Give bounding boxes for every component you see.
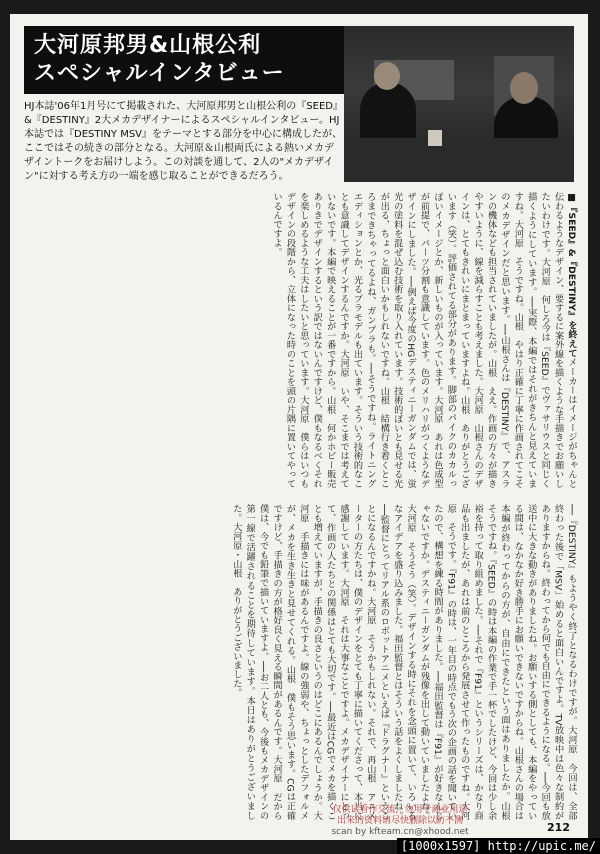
upper-col-right: メーカーはイメージがちゃんと伝わるようなデザイン、要するに案外線を描くような手描きでお願いしたいわけです。大河原 何しろ今は『SEED』でヴァサリウスと同じく描くようにしています。──実際、本編ではそれがきちんと見えていますね。大河原 そうですね。山根 やはり正確に丁寧に作画されてこそのメカデザインだと思います。──山根さんは『DESTINY』で、アスランの機体なども担当されていましたが。山根 ええ。作画の方々が描きやすいように、線を減らすことも考えました。大河原 山根さんのデザインは、とてもきれいにまとまっていますよね。山根 ありがとうございます（笑）。 — [445, 192, 577, 488]
photo-table — [344, 138, 574, 182]
section-heading: ■『SEED』&『DESTINY』を終えて — [566, 192, 577, 358]
photo-person-left — [360, 82, 416, 142]
lead-paragraph — [24, 100, 342, 184]
photo-cup — [428, 130, 442, 146]
photo-head-left — [374, 62, 400, 90]
magazine-page — [10, 14, 588, 840]
interview-photo — [344, 26, 574, 182]
credit-line-1: 仅供试看作交流，勿用于商业用途 — [332, 805, 468, 815]
upic-watermark[interactable]: [1000x1597] http://upic.me/ — [397, 838, 600, 854]
credit-line-2: 出来的资料请尽快删除以防不测 — [336, 816, 463, 826]
lower-col-top: ──『DESTINY』もようやく終了となるわけですが。大河原 今回は、全部終わった後で「MSV」始めると面白いんですよ。TV放映中は色々な制約がありますからね。終わってから何でも自由にできるようになる。──今回も放送中に大きな動きがありましたね。お願いする側としても、本編をやっている間は、なかなか好き勝手にお願いできないですからね。山根さんの場合は本編が終わってからの方が、自由にできたという面はありましたか。山根 そうですね。『SEED』の時は本編の作業で手一杯でしたけど、今回は少し余裕を持って取り組めました。──それで『F91』というシリーズは、かなり商品も出ましたが、あれは前のところから発展させて作ったものですね。大河原 そうです。『F91』の時は、一年目の時点でもう次の企画の話を聞いていたので、構想を練る時間がありました。──福田監督は『F91』が好きなんじゃないですか。デスティニーガンダムが残像を出して動いていましたよね。大河原 そうそう（笑）。デザインする時にそれを念頭に置いて、いろいろなアイデアを盛り込みました。福田監督とはそういう話をよくしましたね。──監督にとってリアル系のロボットアニメといえば『ドラグナー』ということになるんですかね。大河原 そうかもしれない。それで、再 — [364, 504, 577, 830]
article-upper-row — [22, 192, 578, 488]
title-box — [24, 26, 344, 94]
credit-scan: scan by kfteam.cn@xhood.net — [331, 827, 469, 837]
lower-col-bottom: 山根 アニメーターの方たちは、僕のデザインをとても丁寧に描いてくださって、本当に感謝しています。大河原 それは大事なことですよ。メカデザイナーにとって、作画の人たちとの関係はとても大切です。──最近はCGでメカを描くことも増えていますが、手描きの良さというのはどこにあるんでしょうか。大河原 手描きには味があるんですよ。線の強弱や、ちょっとしたデフォルメが、メカを生き生きと見せてくれる。山根 僕もそう思います。CGは正確ですけど、手描きの方が格好良く見える瞬間があるんです。大河原 だから僕は、今でも鉛筆で描いていますよ。──お二人とも、今後もメカデザインの第一線で活躍されることを期待しています。本日はありがとうございました。大河原・山根 ありがとうございました。 — [230, 504, 376, 820]
title-line-1: 大河原邦男&山根公利 — [34, 33, 262, 58]
upper-col-mid: 評価されてる部分があります。脚部のパイクのカカルっぽいイメージとか、新しいものが入っています。大河原 あれは色成型が前提で、パーツ分割も意識しています。色のメリハリがつくようなデザインにしました。──例えば今度のHGデスティニーガンダムでは、蛍光の塗料を混ぜ込む技術を取り入れています。技術的ぽいとも見せる光が出る、ちょっと面白いかもしれないですね。山根 結構行き着くところまできちゃってるよね、ガンプラも。──そうですね。ライトニングエディションとか、光るプラモデルも出ています。そういう技術的なことも意識してデザインするんですか。大河原 いや、そこまでは考えていないです。本編で映えることが一番ですから。山根 何かホビー販売ありきでデザインするという訳ではないんですけど、僕もなるべくそれを楽しめるような工夫はしたいと思っています。大河原 僕らはいつもデザインの段階から、立体になった時のことを頭の片隅に置いてやっているんですよ。 — [271, 192, 457, 488]
page-number: 212 — [547, 821, 570, 834]
upper-text — [22, 192, 578, 488]
title-line-2: スペシャルインタビュー — [34, 61, 285, 86]
scan-credit — [300, 805, 500, 838]
lead-text: HJ本誌'06年1月号にて掲載された、大河原邦男と山根公利の『SEED』&『DESTINY』2大メカデザイナーによるスペシャルインタビュー。HJ本誌では『DESTINY MSV』をテーマとする部分を中心に構成したが、ここではその続きの部分となる。大河原＆山根両氏による熱いメカデザイントークをお届けしよう。この対談を通して、2人の"メカデザイン"に対する考え方の一端を感じ取ることができるだろう。 — [24, 101, 343, 182]
photo-head-right — [510, 72, 538, 104]
